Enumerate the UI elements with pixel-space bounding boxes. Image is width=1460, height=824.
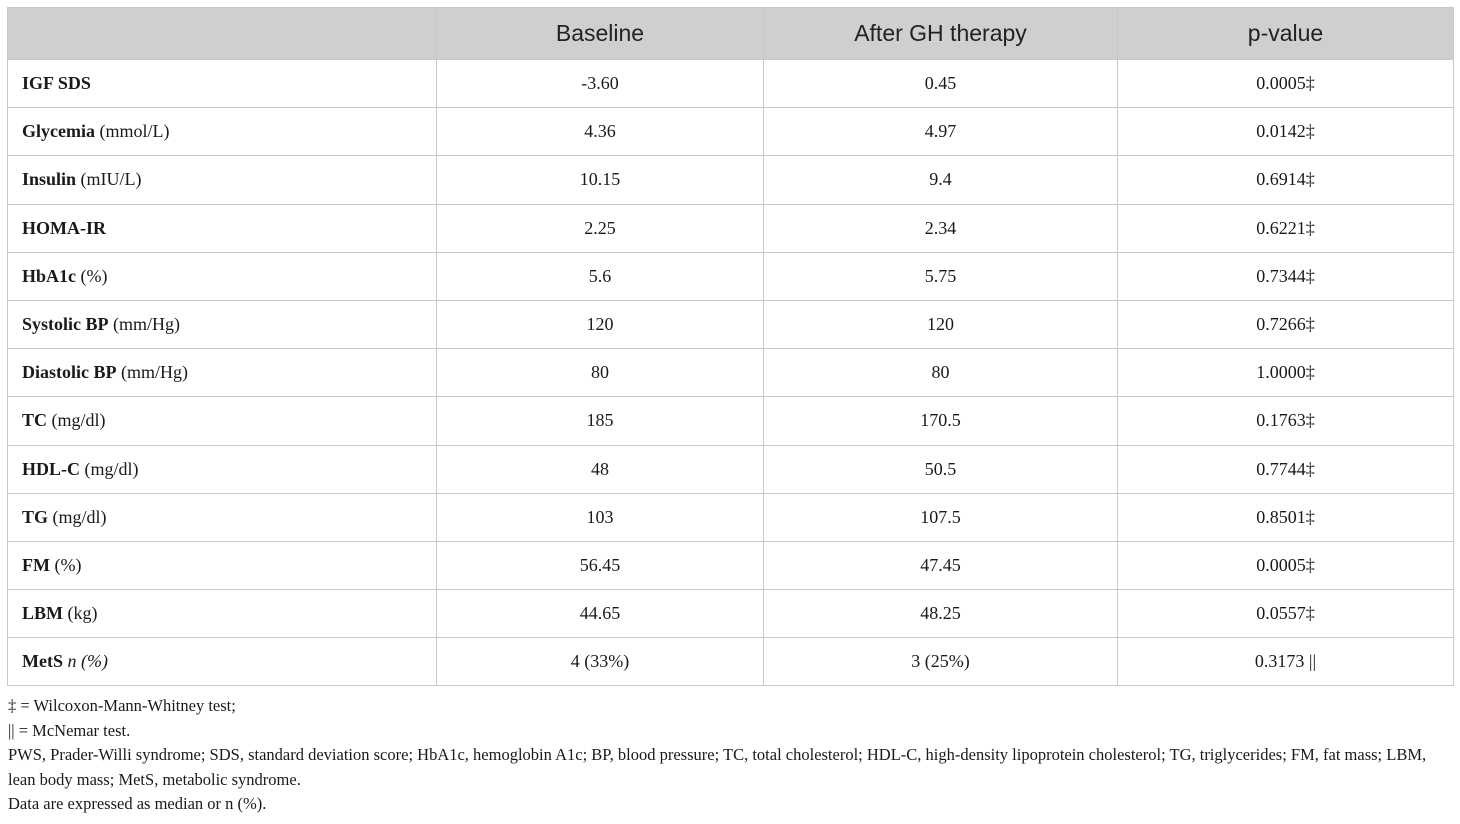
table-row [8, 349, 1454, 397]
row-label [8, 397, 437, 445]
variable-unit: (mg/dl) [51, 410, 106, 431]
table-header [8, 8, 1454, 60]
table-row [8, 300, 1454, 348]
after-gh-value: 120 [764, 300, 1118, 348]
header-after-gh-therapy: After GH therapy [764, 8, 1118, 60]
after-gh-value: 47.45 [764, 541, 1118, 589]
p-value: 0.0005‡ [1118, 541, 1454, 589]
p-value: 0.0557‡ [1118, 590, 1454, 638]
p-value: 0.8501‡ [1118, 493, 1454, 541]
variable-name: TC [22, 410, 48, 431]
baseline-value: 4 (33%) [437, 638, 764, 686]
table-row [8, 60, 1454, 108]
variable-unit: n (%) [67, 651, 108, 672]
variable-name: FM [22, 554, 50, 575]
variable-unit: (mIU/L) [80, 169, 142, 190]
baseline-value: 103 [437, 493, 764, 541]
table-row [8, 445, 1454, 493]
results-table [7, 7, 1454, 686]
variable-unit: (mm/Hg) [113, 314, 181, 335]
table-row [8, 541, 1454, 589]
row-label [8, 252, 437, 300]
table-row [8, 156, 1454, 204]
after-gh-value: 50.5 [764, 445, 1118, 493]
variable-unit: (mg/dl) [84, 458, 139, 479]
p-value: 1.0000‡ [1118, 349, 1454, 397]
p-value: 0.0142‡ [1118, 108, 1454, 156]
row-label [8, 590, 437, 638]
variable-unit: (mmol/L) [99, 121, 170, 142]
row-label [8, 445, 437, 493]
baseline-value: 48 [437, 445, 764, 493]
baseline-value: 10.15 [437, 156, 764, 204]
table-row [8, 108, 1454, 156]
p-value: 0.7744‡ [1118, 445, 1454, 493]
footnote-abbreviations: PWS, Prader-Willi syndrome; SDS, standard deviation score; HbA1c, hemoglobin A1c; BP, blood pressure; TC, total cholesterol; HDL-C, high-density lipoprotein cholesterol; TG, triglycerides; FM, fat mass; LBM, lean body mass; MetS, metabolic syndrome. [8, 745, 1427, 789]
after-gh-value: 9.4 [764, 156, 1118, 204]
table-row [8, 590, 1454, 638]
table-row [8, 638, 1454, 686]
header-row [8, 8, 1454, 60]
table-body [8, 60, 1454, 686]
header-variable [8, 8, 437, 60]
baseline-value: 56.45 [437, 541, 764, 589]
p-value: 0.7266‡ [1118, 300, 1454, 348]
baseline-value: 44.65 [437, 590, 764, 638]
variable-name: HDL-C [22, 458, 80, 479]
variable-unit: (%) [80, 265, 108, 286]
row-label [8, 204, 437, 252]
baseline-value: 2.25 [437, 204, 764, 252]
baseline-value: 80 [437, 349, 764, 397]
variable-name: HOMA-IR [22, 217, 106, 238]
footnote-mcnemar: || = McNemar test. [8, 720, 131, 740]
table-row [8, 397, 1454, 445]
row-label [8, 108, 437, 156]
p-value: 0.0005‡ [1118, 60, 1454, 108]
row-label [8, 60, 437, 108]
after-gh-value: 3 (25%) [764, 638, 1118, 686]
table-row [8, 493, 1454, 541]
variable-unit: (mm/Hg) [121, 362, 188, 383]
baseline-value: -3.60 [437, 60, 764, 108]
after-gh-value: 4.97 [764, 108, 1118, 156]
variable-name: TG [22, 506, 49, 527]
after-gh-value: 107.5 [764, 493, 1118, 541]
header-baseline: Baseline [437, 8, 764, 60]
variable-name: Diastolic BP [22, 362, 117, 383]
table-footnotes [8, 694, 1452, 817]
variable-name: Glycemia [22, 121, 95, 142]
variable-unit: (mg/dl) [52, 506, 107, 527]
after-gh-value: 5.75 [764, 252, 1118, 300]
data-table-container [7, 7, 1453, 686]
footnote-data-expression: Data are expressed as median or n (%). [8, 794, 267, 814]
variable-name: HbA1c [22, 265, 76, 286]
after-gh-value: 48.25 [764, 590, 1118, 638]
header-p-value: p-value [1118, 8, 1454, 60]
baseline-value: 4.36 [437, 108, 764, 156]
row-label [8, 638, 437, 686]
row-label [8, 493, 437, 541]
variable-name: MetS [22, 651, 63, 672]
row-label [8, 156, 437, 204]
after-gh-value: 170.5 [764, 397, 1118, 445]
baseline-value: 5.6 [437, 252, 764, 300]
row-label [8, 349, 437, 397]
after-gh-value: 2.34 [764, 204, 1118, 252]
variable-name: IGF SDS [22, 73, 91, 94]
after-gh-value: 0.45 [764, 60, 1118, 108]
variable-name: LBM [22, 603, 64, 624]
p-value: 0.1763‡ [1118, 397, 1454, 445]
p-value: 0.7344‡ [1118, 252, 1454, 300]
table-row [8, 252, 1454, 300]
footnote-wilcoxon: ‡ = Wilcoxon-Mann-Whitney test; [8, 696, 236, 715]
p-value: 0.6914‡ [1118, 156, 1454, 204]
variable-name: Systolic BP [22, 314, 109, 335]
after-gh-value: 80 [764, 349, 1118, 397]
variable-unit: (%) [54, 554, 82, 575]
baseline-value: 185 [437, 397, 764, 445]
variable-unit: (kg) [67, 603, 98, 624]
variable-name: Insulin [22, 169, 77, 190]
p-value: 0.3173 || [1118, 638, 1454, 686]
p-value: 0.6221‡ [1118, 204, 1454, 252]
row-label [8, 300, 437, 348]
row-label [8, 541, 437, 589]
baseline-value: 120 [437, 300, 764, 348]
table-row [8, 204, 1454, 252]
